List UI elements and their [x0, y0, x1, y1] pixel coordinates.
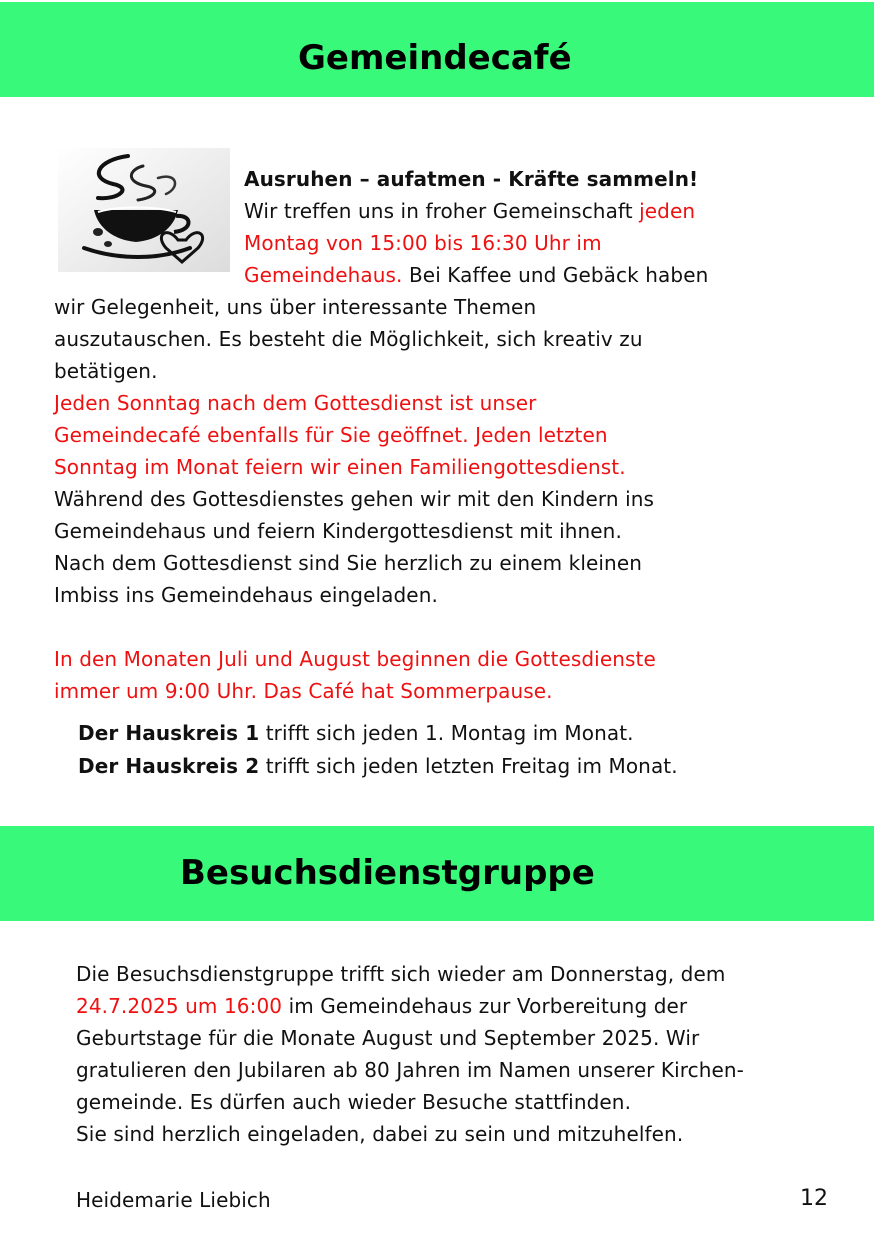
headline: Ausruhen – aufatmen - Kräfte sammeln! — [244, 167, 699, 191]
paragraph-line: Geburtstage für die Monate August und September 2025. Wir — [76, 1026, 700, 1050]
coffee-cup-heart-icon — [58, 148, 230, 272]
paragraph-line: Nach dem Gottesdienst sind Sie herzlich zu einem kleinen — [54, 551, 643, 575]
section-banner-gemeindecafe — [0, 2, 874, 97]
paragraph-line-red: Sonntag im Monat feiern wir einen Familiengottesdienst. — [54, 455, 626, 479]
section-title-gemeindecafe: Gemeindecafé — [298, 38, 572, 78]
summer-notice-line: immer um 9:00 Uhr. Das Café hat Sommerpause. — [54, 679, 553, 703]
hauskreis-1-line: Der Hauskreis 1 trifft sich jeden 1. Montag im Monat. — [78, 721, 634, 745]
section-title-besuchsdienstgruppe: Besuchsdienstgruppe — [180, 853, 595, 893]
page-number: 12 — [800, 1186, 828, 1211]
paragraph-line: Imbiss ins Gemeindehaus eingeladen. — [54, 583, 438, 607]
summer-notice-line: In den Monaten Juli und August beginnen die Gottesdienste — [54, 647, 656, 671]
paragraph-line: gemeinde. Es dürfen auch wieder Besuche stattfinden. — [76, 1090, 632, 1114]
paragraph-line: Gemeindehaus. Bei Kaffee und Gebäck haben — [244, 263, 709, 287]
paragraph-line: Montag von 15:00 bis 16:30 Uhr im — [244, 231, 602, 255]
paragraph-line: wir Gelegenheit, uns über interessante Themen — [54, 295, 537, 319]
paragraph-line-red: Jeden Sonntag nach dem Gottesdienst ist unser — [54, 391, 537, 415]
paragraph-line: Wir treffen uns in froher Gemeinschaft jeden — [244, 199, 696, 223]
paragraph-line: betätigen. — [54, 359, 158, 383]
author-name: Heidemarie Liebich — [76, 1188, 271, 1212]
section-banner-besuchsdienstgruppe — [0, 826, 874, 921]
paragraph-line: Sie sind herzlich eingeladen, dabei zu sein und mitzuhelfen. — [76, 1122, 684, 1146]
paragraph-line: gratulieren den Jubilaren ab 80 Jahren im Namen unserer Kirchen- — [76, 1058, 744, 1082]
paragraph-line: auszutauschen. Es besteht die Möglichkeit, sich kreativ zu — [54, 327, 643, 351]
paragraph-line: Die Besuchsdienstgruppe trifft sich wieder am Donnerstag, dem — [76, 962, 726, 986]
paragraph-line: Während des Gottesdienstes gehen wir mit den Kindern ins — [54, 487, 655, 511]
paragraph-line: 24.7.2025 um 16:00 im Gemeindehaus zur Vorbereitung der — [76, 994, 688, 1018]
paragraph-line-red: Gemeindecafé ebenfalls für Sie geöffnet. Jeden letzten — [54, 423, 608, 447]
paragraph-line: Gemeindehaus und feiern Kindergottesdienst mit ihnen. — [54, 519, 622, 543]
hauskreis-2-line: Der Hauskreis 2 trifft sich jeden letzten Freitag im Monat. — [78, 754, 678, 778]
